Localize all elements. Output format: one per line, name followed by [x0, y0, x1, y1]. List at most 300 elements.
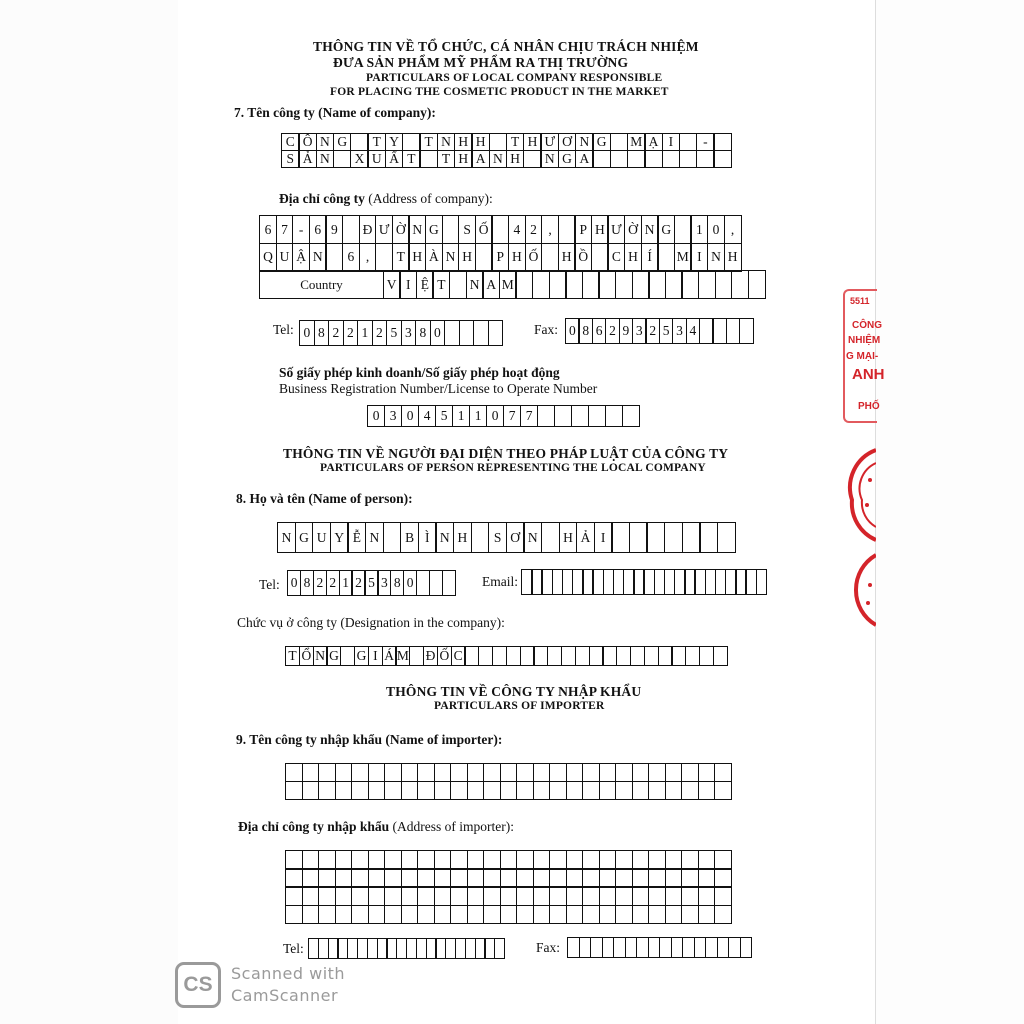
char-cell[interactable] — [566, 868, 584, 888]
char-cell[interactable] — [500, 868, 518, 888]
char-cell[interactable] — [368, 763, 386, 782]
char-cell[interactable] — [335, 905, 353, 925]
char-cell[interactable]: C — [451, 646, 466, 666]
char-cell[interactable]: H — [559, 522, 578, 553]
char-cell[interactable]: N — [466, 270, 484, 299]
importer-tel-grid[interactable] — [308, 938, 504, 958]
char-cell[interactable] — [549, 868, 567, 888]
char-cell[interactable]: N — [575, 133, 594, 151]
char-cell[interactable] — [488, 320, 504, 346]
char-cell[interactable] — [302, 905, 320, 925]
char-cell[interactable] — [591, 243, 609, 272]
importer-name-grid[interactable] — [285, 763, 731, 798]
char-cell[interactable]: 4 — [418, 405, 436, 427]
char-cell[interactable]: 6 — [309, 215, 327, 244]
char-cell[interactable]: Ễ — [347, 522, 366, 553]
char-cell[interactable] — [532, 270, 550, 299]
char-cell[interactable]: G — [592, 133, 611, 151]
char-cell[interactable] — [483, 905, 501, 925]
char-cell[interactable] — [516, 886, 534, 906]
char-cell[interactable] — [318, 905, 336, 925]
char-cell[interactable]: 1 — [469, 405, 487, 427]
char-cell[interactable] — [533, 886, 551, 906]
char-cell[interactable] — [384, 781, 402, 800]
char-cell[interactable]: 0 — [287, 570, 301, 596]
char-cell[interactable] — [632, 905, 650, 925]
char-cell[interactable] — [657, 243, 675, 272]
char-cell[interactable] — [417, 850, 435, 870]
char-cell[interactable]: 2 — [605, 318, 620, 344]
char-cell[interactable]: G — [326, 646, 341, 666]
char-cell[interactable] — [739, 318, 754, 344]
char-cell[interactable] — [335, 781, 353, 800]
char-cell[interactable] — [401, 850, 419, 870]
char-cell[interactable]: S — [488, 522, 507, 553]
char-cell[interactable] — [335, 850, 353, 870]
char-cell[interactable] — [342, 215, 360, 244]
char-cell[interactable]: Ố — [475, 215, 493, 244]
char-cell[interactable] — [714, 850, 732, 870]
char-cell[interactable] — [333, 150, 352, 168]
char-cell[interactable] — [698, 886, 716, 906]
char-cell[interactable]: H — [508, 243, 526, 272]
char-cell[interactable] — [632, 781, 650, 800]
char-cell[interactable] — [475, 243, 493, 272]
char-cell[interactable]: Ố — [525, 243, 543, 272]
char-cell[interactable]: À — [425, 243, 443, 272]
char-cell[interactable] — [375, 243, 393, 272]
char-cell[interactable] — [615, 905, 633, 925]
char-cell[interactable]: G — [657, 215, 675, 244]
char-cell[interactable] — [419, 150, 438, 168]
designation-grid[interactable] — [285, 646, 727, 665]
char-cell[interactable] — [383, 522, 402, 553]
char-cell[interactable]: M — [499, 270, 517, 299]
person-email-grid[interactable] — [521, 569, 766, 594]
char-cell[interactable]: 2 — [645, 318, 660, 344]
char-cell[interactable]: I — [368, 646, 383, 666]
char-cell[interactable]: N — [316, 133, 335, 151]
char-cell[interactable]: H — [523, 133, 542, 151]
char-cell[interactable]: 1 — [452, 405, 470, 427]
char-cell[interactable]: 3 — [377, 570, 391, 596]
char-cell[interactable] — [417, 886, 435, 906]
char-cell[interactable] — [335, 868, 353, 888]
char-cell[interactable] — [318, 763, 336, 782]
char-cell[interactable] — [644, 150, 663, 168]
char-cell[interactable] — [682, 522, 701, 553]
char-cell[interactable] — [549, 763, 567, 782]
char-cell[interactable] — [665, 886, 683, 906]
char-cell[interactable]: T — [437, 150, 456, 168]
char-cell[interactable] — [696, 150, 715, 168]
char-cell[interactable] — [648, 781, 666, 800]
char-cell[interactable] — [449, 270, 467, 299]
char-cell[interactable] — [471, 522, 490, 553]
char-cell[interactable] — [285, 850, 303, 870]
char-cell[interactable]: Ạ — [644, 133, 663, 151]
company-fax-grid[interactable] — [565, 318, 752, 343]
char-cell[interactable] — [384, 886, 402, 906]
char-cell[interactable] — [384, 868, 402, 888]
char-cell[interactable] — [500, 850, 518, 870]
char-cell[interactable] — [615, 868, 633, 888]
char-cell[interactable] — [599, 781, 617, 800]
char-cell[interactable]: Ả — [576, 522, 595, 553]
char-cell[interactable] — [615, 781, 633, 800]
char-cell[interactable]: , — [724, 215, 742, 244]
char-cell[interactable] — [302, 886, 320, 906]
char-cell[interactable]: 4 — [508, 215, 526, 244]
char-cell[interactable]: S — [281, 150, 300, 168]
char-cell[interactable]: Í — [641, 243, 659, 272]
char-cell[interactable] — [715, 270, 733, 299]
char-cell[interactable] — [351, 886, 369, 906]
char-cell[interactable] — [450, 868, 468, 888]
char-cell[interactable]: Ư — [540, 133, 559, 151]
char-cell[interactable] — [401, 868, 419, 888]
char-cell[interactable]: H — [558, 243, 576, 272]
char-cell[interactable]: 7 — [503, 405, 521, 427]
char-cell[interactable] — [467, 781, 485, 800]
char-cell[interactable] — [450, 850, 468, 870]
char-cell[interactable] — [318, 868, 336, 888]
char-cell[interactable] — [442, 215, 460, 244]
char-cell[interactable]: 0 — [403, 570, 417, 596]
char-cell[interactable]: Ờ — [392, 215, 410, 244]
char-cell[interactable]: Ấ — [385, 150, 404, 168]
char-cell[interactable]: H — [506, 150, 525, 168]
char-cell[interactable]: Đ — [359, 215, 377, 244]
char-cell[interactable]: G — [354, 646, 369, 666]
char-cell[interactable]: 0 — [486, 405, 504, 427]
char-cell[interactable] — [615, 270, 633, 299]
char-cell[interactable]: 0 — [565, 318, 580, 344]
char-cell[interactable] — [533, 763, 551, 782]
char-cell[interactable]: T — [367, 133, 386, 151]
company-tel-grid[interactable] — [299, 320, 502, 345]
char-cell[interactable] — [351, 850, 369, 870]
char-cell[interactable] — [467, 905, 485, 925]
char-cell[interactable] — [450, 763, 468, 782]
char-cell[interactable]: 2 — [343, 320, 359, 346]
char-cell[interactable]: N — [435, 522, 454, 553]
char-cell[interactable] — [417, 781, 435, 800]
char-cell[interactable] — [533, 781, 551, 800]
char-cell[interactable]: P — [491, 243, 509, 272]
char-cell[interactable] — [665, 905, 683, 925]
char-cell[interactable]: 5 — [435, 405, 453, 427]
char-cell[interactable] — [611, 522, 630, 553]
char-cell[interactable] — [681, 905, 699, 925]
char-cell[interactable] — [444, 320, 460, 346]
char-cell[interactable] — [599, 850, 617, 870]
char-cell[interactable]: Ơ — [558, 133, 577, 151]
char-cell[interactable]: 1 — [357, 320, 373, 346]
char-cell[interactable]: U — [312, 522, 331, 553]
char-cell[interactable] — [582, 781, 600, 800]
char-cell[interactable]: H — [591, 215, 609, 244]
char-cell[interactable] — [483, 886, 501, 906]
char-cell[interactable] — [648, 850, 666, 870]
char-cell[interactable] — [417, 868, 435, 888]
char-cell[interactable] — [681, 850, 699, 870]
char-cell[interactable]: T — [432, 270, 450, 299]
char-cell[interactable]: N — [313, 646, 328, 666]
char-cell[interactable]: N — [437, 133, 456, 151]
char-cell[interactable] — [335, 763, 353, 782]
char-cell[interactable]: A — [575, 150, 594, 168]
char-cell[interactable] — [565, 270, 583, 299]
char-cell[interactable]: 7 — [520, 405, 538, 427]
char-cell[interactable] — [384, 905, 402, 925]
char-cell[interactable]: G — [558, 150, 577, 168]
char-cell[interactable] — [335, 886, 353, 906]
char-cell[interactable] — [494, 938, 505, 959]
char-cell[interactable] — [401, 781, 419, 800]
char-cell[interactable] — [401, 763, 419, 782]
char-cell[interactable] — [285, 886, 303, 906]
char-cell[interactable] — [731, 270, 749, 299]
char-cell[interactable]: 8 — [578, 318, 593, 344]
char-cell[interactable] — [549, 905, 567, 925]
char-cell[interactable] — [615, 850, 633, 870]
importer-fax-grid[interactable] — [567, 937, 751, 957]
char-cell[interactable] — [698, 868, 716, 888]
char-cell[interactable]: 6 — [259, 215, 277, 244]
char-cell[interactable] — [549, 850, 567, 870]
char-cell[interactable]: Ờ — [624, 215, 642, 244]
char-cell[interactable] — [648, 868, 666, 888]
char-cell[interactable] — [615, 763, 633, 782]
char-cell[interactable]: Á — [382, 646, 397, 666]
char-cell[interactable] — [599, 763, 617, 782]
char-cell[interactable]: C — [281, 133, 300, 151]
char-cell[interactable]: 4 — [686, 318, 701, 344]
char-cell[interactable] — [351, 763, 369, 782]
char-cell[interactable] — [605, 405, 623, 427]
char-cell[interactable] — [582, 270, 600, 299]
char-cell[interactable] — [582, 886, 600, 906]
char-cell[interactable] — [558, 215, 576, 244]
char-cell[interactable]: I — [594, 522, 613, 553]
char-cell[interactable]: M — [627, 133, 646, 151]
char-cell[interactable] — [610, 133, 629, 151]
char-cell[interactable]: T — [392, 243, 410, 272]
char-cell[interactable] — [615, 886, 633, 906]
char-cell[interactable] — [588, 405, 606, 427]
char-cell[interactable] — [368, 868, 386, 888]
char-cell[interactable] — [467, 886, 485, 906]
char-cell[interactable]: T — [285, 646, 300, 666]
char-cell[interactable] — [629, 522, 648, 553]
char-cell[interactable] — [434, 763, 452, 782]
char-cell[interactable]: 1 — [690, 215, 708, 244]
license-number-grid[interactable] — [367, 405, 639, 426]
char-cell[interactable] — [610, 150, 629, 168]
char-cell[interactable] — [302, 763, 320, 782]
char-cell[interactable]: N — [408, 215, 426, 244]
char-cell[interactable] — [368, 905, 386, 925]
char-cell[interactable] — [318, 886, 336, 906]
char-cell[interactable] — [549, 270, 567, 299]
char-cell[interactable]: C — [607, 243, 625, 272]
char-cell[interactable]: 6 — [342, 243, 360, 272]
char-cell[interactable]: 2 — [525, 215, 543, 244]
char-cell[interactable]: H — [454, 133, 473, 151]
char-cell[interactable]: , — [541, 215, 559, 244]
char-cell[interactable] — [351, 905, 369, 925]
char-cell[interactable] — [523, 150, 542, 168]
char-cell[interactable]: 5 — [659, 318, 674, 344]
char-cell[interactable] — [566, 850, 584, 870]
char-cell[interactable]: Q — [259, 243, 277, 272]
char-cell[interactable] — [582, 905, 600, 925]
char-cell[interactable] — [533, 850, 551, 870]
char-cell[interactable]: U — [276, 243, 294, 272]
char-cell[interactable] — [489, 133, 508, 151]
char-cell[interactable] — [714, 905, 732, 925]
char-cell[interactable] — [698, 763, 716, 782]
char-cell[interactable] — [599, 905, 617, 925]
char-cell[interactable]: N — [277, 522, 296, 553]
char-cell[interactable] — [665, 781, 683, 800]
char-cell[interactable] — [632, 270, 650, 299]
char-cell[interactable]: 3 — [384, 405, 402, 427]
char-cell[interactable] — [662, 150, 681, 168]
char-cell[interactable] — [516, 905, 534, 925]
char-cell[interactable]: 0 — [401, 405, 419, 427]
char-cell[interactable] — [450, 905, 468, 925]
char-cell[interactable] — [648, 886, 666, 906]
char-cell[interactable] — [500, 781, 518, 800]
char-cell[interactable] — [516, 868, 534, 888]
char-cell[interactable] — [467, 850, 485, 870]
char-cell[interactable] — [698, 905, 716, 925]
char-cell[interactable] — [533, 868, 551, 888]
char-cell[interactable]: T — [402, 150, 421, 168]
char-cell[interactable]: V — [383, 270, 401, 299]
char-cell[interactable]: 5 — [386, 320, 402, 346]
char-cell[interactable]: Ô — [298, 133, 317, 151]
char-cell[interactable] — [714, 763, 732, 782]
char-cell[interactable]: H — [453, 522, 472, 553]
char-cell[interactable]: 9 — [325, 215, 343, 244]
char-cell[interactable] — [318, 781, 336, 800]
char-cell[interactable] — [417, 763, 435, 782]
char-cell[interactable] — [665, 763, 683, 782]
char-cell[interactable]: 5 — [364, 570, 378, 596]
char-cell[interactable]: , — [359, 243, 377, 272]
char-cell[interactable] — [500, 763, 518, 782]
char-cell[interactable] — [450, 886, 468, 906]
char-cell[interactable] — [434, 781, 452, 800]
char-cell[interactable] — [599, 868, 617, 888]
char-cell[interactable] — [554, 405, 572, 427]
char-cell[interactable]: M — [674, 243, 692, 272]
char-cell[interactable] — [566, 763, 584, 782]
char-cell[interactable] — [648, 763, 666, 782]
char-cell[interactable]: G — [333, 133, 352, 151]
char-cell[interactable] — [483, 781, 501, 800]
char-cell[interactable]: H — [408, 243, 426, 272]
char-cell[interactable] — [549, 781, 567, 800]
char-cell[interactable]: N — [523, 522, 542, 553]
char-cell[interactable]: 2 — [313, 570, 327, 596]
char-cell[interactable]: X — [350, 150, 369, 168]
char-cell[interactable]: N — [540, 150, 559, 168]
char-cell[interactable] — [516, 781, 534, 800]
char-cell[interactable] — [748, 270, 766, 299]
char-cell[interactable] — [713, 150, 732, 168]
char-cell[interactable]: Đ — [423, 646, 438, 666]
char-cell[interactable] — [483, 763, 501, 782]
char-cell[interactable] — [500, 905, 518, 925]
char-cell[interactable]: 0 — [367, 405, 385, 427]
char-cell[interactable]: Ồ — [574, 243, 592, 272]
char-cell[interactable] — [442, 570, 456, 596]
char-cell[interactable]: 8 — [415, 320, 431, 346]
char-cell[interactable]: N — [641, 215, 659, 244]
char-cell[interactable] — [713, 646, 728, 666]
char-cell[interactable] — [434, 886, 452, 906]
char-cell[interactable]: G — [425, 215, 443, 244]
importer-address-grid[interactable] — [285, 850, 731, 923]
char-cell[interactable]: T — [506, 133, 525, 151]
char-cell[interactable]: T — [419, 133, 438, 151]
char-cell[interactable] — [679, 133, 698, 151]
char-cell[interactable]: Ổ — [299, 646, 314, 666]
char-cell[interactable] — [302, 781, 320, 800]
char-cell[interactable]: 6 — [592, 318, 607, 344]
char-cell[interactable] — [302, 868, 320, 888]
char-cell[interactable] — [681, 781, 699, 800]
char-cell[interactable]: - — [696, 133, 715, 151]
char-cell[interactable]: Y — [330, 522, 349, 553]
char-cell[interactable] — [368, 850, 386, 870]
char-cell[interactable] — [665, 270, 683, 299]
char-cell[interactable] — [714, 886, 732, 906]
char-cell[interactable] — [402, 133, 421, 151]
char-cell[interactable] — [714, 781, 732, 800]
char-cell[interactable] — [674, 215, 692, 244]
char-cell[interactable]: 2 — [328, 320, 344, 346]
char-cell[interactable] — [515, 270, 533, 299]
char-cell[interactable] — [714, 868, 732, 888]
char-cell[interactable]: 3 — [632, 318, 647, 344]
char-cell[interactable] — [368, 781, 386, 800]
char-cell[interactable]: H — [724, 243, 742, 272]
char-cell[interactable] — [401, 886, 419, 906]
char-cell[interactable] — [627, 150, 646, 168]
char-cell[interactable] — [285, 781, 303, 800]
char-cell[interactable]: - — [292, 215, 310, 244]
char-cell[interactable] — [483, 868, 501, 888]
char-cell[interactable] — [740, 937, 753, 958]
char-cell[interactable]: H — [454, 150, 473, 168]
char-cell[interactable] — [285, 763, 303, 782]
person-tel-grid[interactable] — [287, 570, 455, 595]
char-cell[interactable]: 2 — [351, 570, 365, 596]
char-cell[interactable] — [646, 522, 665, 553]
char-cell[interactable]: Ì — [418, 522, 437, 553]
company-address-grid[interactable] — [259, 215, 764, 298]
char-cell[interactable]: A — [471, 150, 490, 168]
char-cell[interactable] — [541, 522, 560, 553]
char-cell[interactable] — [500, 886, 518, 906]
char-cell[interactable] — [632, 868, 650, 888]
char-cell[interactable]: H — [458, 243, 476, 272]
